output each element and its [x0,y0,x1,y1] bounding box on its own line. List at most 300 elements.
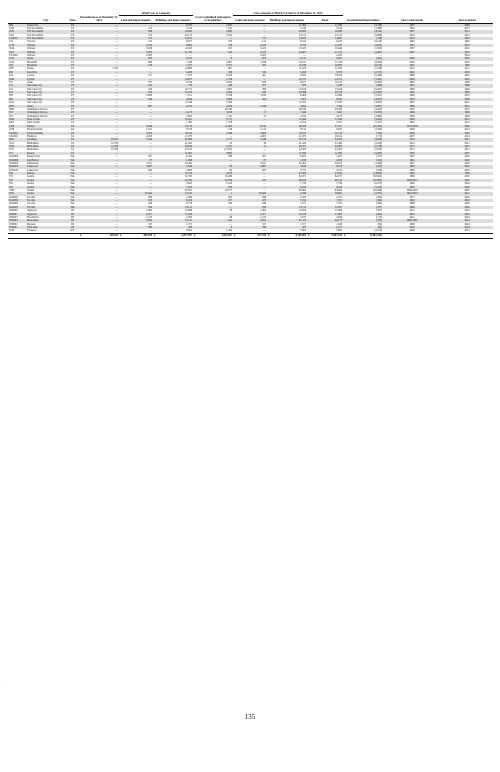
gross-buildings-cell: 7,872 [267,98,307,101]
costs-capitalized-cell: 2,448 [193,132,233,135]
city-cell: Wylie [26,57,66,60]
buildings-cell: 4,044 [153,98,193,101]
property-id: 2864 [9,107,15,111]
costs-capitalized-cell: — [193,37,233,40]
buildings-cell: 7,073 [186,74,193,78]
land-cell: — [119,23,153,27]
gross-buildings-cell: 10,211 [298,60,307,64]
state-cell: WA [70,188,75,192]
land-cell: — [149,229,152,233]
year-acquired-cell: 2021 [441,145,493,148]
year-acquired-cell: 1999 [441,172,493,175]
year-acquired-cell: 2020 [464,168,470,172]
land-cell: 3,474 [119,132,153,135]
state-cell: UT [70,107,75,111]
state-cell: UT [66,84,79,87]
gross-buildings-cell: 11,844 [267,118,307,121]
land-cell: 400 [148,168,152,172]
year-constructed-cell: 1978 [383,98,441,101]
encumbrances-cell: — [79,51,119,54]
encumbrances-cell: — [79,91,119,94]
encumbrances-cell: — [115,229,118,233]
state-cell: UT [66,91,79,94]
gross-land-cell: 1,236 [233,105,267,108]
gross-land-cell: 1,103 [260,215,267,219]
costs-capitalized-cell: 23 [193,165,233,168]
costs-capitalized-cell: 90 [229,168,233,172]
state-cell: TX [70,40,75,44]
property-id: 5024 [9,47,15,51]
costs-capitalized-cell: 368 [228,155,233,159]
gross-buildings-cell: 23,907 [267,51,307,54]
costs-capitalized-cell: 2,338 [226,94,233,98]
gross-buildings-cell: 1,836 [267,159,307,162]
accumulated-depreciation-cell: (787) [343,206,383,209]
state-cell: VA [66,152,79,155]
costs-capitalized-cell: (147) [193,145,233,148]
land-cell: 598 [119,226,153,229]
year-acquired-cell: 2000 [441,186,493,189]
costs-capitalized-cell: 30,268 [224,175,233,179]
state-cell: WY [70,229,75,233]
gross-buildings-cell: 9,617 [300,80,307,84]
city-cell: Webster [26,44,66,47]
city-cell: Brookfield [27,215,39,219]
state-cell: WI [70,222,75,226]
state-cell: WA [70,155,75,159]
land-cell: — [149,182,152,186]
land-cell: 1,101 [146,128,152,132]
accumulated-depreciation-cell: (4,542) [343,30,383,33]
property-id: 2550 [9,26,15,30]
year-acquired-cell: 2006 [441,125,493,128]
state-cell: WI [66,226,79,229]
year-acquired-cell: 2024 [441,226,493,229]
year-acquired-cell: 2024 [464,222,470,226]
land-cell: 397 [148,155,152,159]
total-cell: 9,827 [336,128,343,132]
state-cell: VA [70,148,75,152]
accumulated-depreciation-cell: (16,253) [343,125,383,128]
buildings-cell: 10,772 [184,87,193,91]
city-cell: Midlothian [26,145,66,148]
city-cell: Salt Lake City [26,84,66,87]
gross-buildings-cell: 4,339 [267,192,307,195]
gross-land-cell: 39 [263,141,267,145]
gross-land-cell: — [263,67,267,71]
gross-land-cell: 509 [233,98,267,101]
year-constructed-cell: 1996/2003 [383,219,441,222]
year-acquired-cell: 2010 [441,78,493,81]
total-cell: 11,842 [307,152,343,155]
gross-buildings-cell: 5,043 [267,71,307,74]
state-cell: WA [66,179,79,182]
gross-buildings-cell: 13,220 [298,47,307,51]
land-cell: 190 [119,84,153,87]
total-gross-buildings: $ 8,190,005 [268,234,307,238]
accumulated-depreciation-cell: (1,593) [374,47,383,51]
page-number: 135 [244,713,256,721]
year-acquired-cell: 2012 [464,101,470,105]
gross-buildings-cell: 15,618 [298,87,307,91]
property-id: 353 [8,111,26,114]
accumulated-depreciation-cell: (2,536) [374,67,383,71]
city-cell: Fredericksburg [26,132,66,135]
accumulated-depreciation-cell: (5,902) [343,152,383,155]
accumulated-depreciation-cell: (6,120) [374,40,383,44]
city-cell: Tacoma [27,202,36,206]
land-cell: — [149,188,152,192]
buildings-cell: 7,293 [153,186,193,189]
year-constructed-cell: 1991 [383,64,441,67]
year-constructed-cell: 1999 [409,87,415,91]
accumulated-depreciation-cell: (587) [376,209,383,213]
state-cell: TX [70,47,75,51]
gross-land-cell: 715 [233,37,267,40]
year-acquired-cell: 2012 [464,67,470,71]
property-id: 782 [8,179,26,182]
costs-capitalized-cell: 9 [193,226,233,229]
encumbrances-cell: — [79,84,119,87]
state-header: State [66,16,79,24]
city-cell: Webster [27,53,36,57]
property-id: WA0001 [9,195,19,199]
buildings-cell: 21,442 [184,141,193,145]
state-cell: WA [66,199,79,202]
year-acquired-cell: 2013 [441,44,493,47]
year-acquired-cell: 2002 [464,175,470,179]
accumulated-depreciation-cell: (5,223) [343,186,383,189]
state-cell: UT [70,94,75,98]
accumulated-depreciation-cell: (496) [343,84,383,87]
costs-capitalized-cell: 28,343 [224,107,233,111]
state-cell: UT [66,78,79,81]
encumbrances-cell: — [79,111,119,114]
year-constructed-cell: 1961/2013 [383,192,441,195]
year-acquired-cell: 2024 [464,215,470,219]
gross-land-cell: 440 [262,202,267,206]
gross-buildings-cell: 5,630 [267,165,307,168]
city-cell: Appleton [27,209,37,213]
gross-land-cell: 1,039 [260,60,267,64]
total-cell: 1,918 [336,222,343,226]
year-acquired-cell: 2022 [464,47,470,51]
gross-buildings-cell: 4,258 [300,114,307,118]
state-cell: TX [70,33,75,37]
total-cell: 37,101 [307,125,343,128]
state-cell: WA [70,182,75,186]
gross-buildings-cell: 7,192 [267,199,307,202]
state-cell: TX [66,44,79,47]
costs-capitalized-cell: 1,378 [226,121,233,125]
year-constructed-cell: 2000 [383,132,441,135]
total-cell: 63,604 [334,188,343,192]
city-cell: Kaysville [26,71,66,74]
gross-land-cell: 289 [262,195,267,199]
encumbrances-cell: — [79,57,119,60]
state-cell: UT [70,74,75,78]
gross-buildings-cell: 63,664 [298,188,307,192]
property-id: 153 [8,91,26,94]
encumbrances-cell: — [115,188,118,192]
buildings-cell: 15,108 [153,213,193,216]
year-constructed-header: Year Constructed⁴ [383,16,441,24]
city-cell: Lakewood [27,168,38,172]
costs-capitalized-cell: 165 [193,51,233,54]
year-constructed-cell: 2002 [383,226,441,229]
gross-buildings-cell: 3,437 [300,215,307,219]
buildings-cell: 45,827 [184,188,193,192]
gross-land-cell: — [233,186,267,189]
state-cell: UT [70,80,75,84]
costs-capitalized-cell: 1,746 [193,78,233,81]
encumbrances-cell: — [115,202,118,206]
year-acquired-cell: 2000 [441,98,493,101]
year-constructed-cell: 2009 [383,57,441,60]
property-id: WI0007 [8,213,26,216]
city-cell: Hampton [27,134,37,138]
totals-row [8,233,493,238]
city-cell: Salt Lake City [26,98,66,101]
buildings-cell: 1,836 [153,159,193,162]
year-acquired-cell: 2002 [441,179,493,182]
gross-land-cell: 3,052 [233,219,267,222]
total-cell: 15,297 [307,206,343,209]
costs-capitalized-cell: 325 [228,47,233,51]
land-cell: 8,396 [119,125,153,128]
buildings-cell: 7,161 [186,94,193,98]
gross-buildings-cell: 2,761 [300,121,307,125]
gross-buildings-cell: 13,111 [267,206,307,209]
gross-buildings-cell: 28,343 [298,107,307,111]
property-id: 3022 [8,192,26,195]
land-cell: — [119,145,153,148]
state-cell: WI [70,209,75,213]
encumbrances-cell: — [115,40,118,44]
total-cell: 11,232 [335,60,343,64]
buildings-cell: 3,513 [153,105,193,108]
gross-amount-header: Gross Amount at Which Carried As of December 31, 2024 [233,12,343,16]
encumbrances-cell: — [115,128,118,132]
costs-capitalized-cell: (374) [226,33,233,37]
year-constructed-cell: 1991 [383,159,441,162]
buildings-header: Buildings and improvements¹ [153,16,193,24]
total-cell: 1,377 [307,226,343,229]
costs-capitalized-cell: 2,807 [226,60,233,64]
property-id: 2238 [9,128,15,132]
year-constructed-cell: 2010 [383,138,441,141]
accumulated-depreciation-cell: (713) [376,134,383,138]
buildings-cell: 8,570 [186,128,193,132]
total-cell: 23,394 [307,172,343,175]
gross-buildings-cell: 5,143 [300,26,307,30]
land-cell: — [119,152,153,155]
year-constructed-cell: 2007 [409,134,415,138]
total-cell: 15,908 [334,209,343,213]
gross-land-cell: 359 [233,64,267,67]
land-cell: 337 [148,80,152,84]
year-constructed-cell: 1999 [409,182,415,186]
land-cell: 87 [119,159,153,162]
gross-buildings-cell: 13,972 [267,37,307,40]
year-acquired-cell: 2024 [464,209,470,213]
total-cell: 20,463 [307,145,343,148]
year-constructed-cell: 2013 [383,145,441,148]
land-cell: — [149,175,152,179]
year-acquired-cell: 2024 [464,53,470,57]
city-cell: Seattle [26,186,66,189]
total-cell: 29,073 [334,161,343,165]
land-cell: 3,204 [119,51,153,54]
costs-capitalized-cell: 158 [228,128,233,132]
total-cell: 1,248 [307,84,343,87]
year-constructed-cell: 2000 [383,118,441,121]
accumulated-depreciation-cell: (5,361) [343,78,383,81]
year-constructed-cell: 1984 [409,26,415,30]
buildings-cell: 1,383 [186,121,193,125]
encumbrances-cell: — [79,37,119,40]
gross-land-cell: 400 [262,168,267,172]
buildings-cell: 11,970 [184,134,193,138]
city-cell: Washington Terrace [26,111,66,114]
gross-buildings-cell: 21,445 [298,141,307,145]
encumbrances-cell: — [115,168,118,172]
land-cell: 479 [119,199,153,202]
accumulated-depreciation-cell: (393) [376,202,383,206]
land-cell: 289 [148,195,152,199]
property-id: 5025 [8,51,26,54]
gross-buildings-cell: 25,462 [298,161,307,165]
encumbrances-cell: 18,351 [79,138,119,141]
city-cell: Renton [26,172,66,175]
gross-buildings-cell: 22,500 [298,148,307,152]
costs-capitalized-cell: 8 [193,57,233,60]
costs-capitalized-cell: 2,067 [193,23,233,27]
gross-buildings-cell: 5,805 [300,229,307,233]
city-cell: Tacoma [26,206,66,209]
buildings-cell: — [189,107,193,111]
property-id: 424 [9,74,13,78]
land-cell: — [119,71,153,74]
costs-capitalized-cell: 2,918 [226,74,233,78]
encumbrances-cell: 12,458 [79,145,119,148]
total-gross-land: $ 877,109 [234,234,267,238]
gross-buildings-cell: 9,312 [300,40,307,44]
state-cell: WI [66,213,79,216]
city-cell: Midlothian [27,141,39,145]
costs-capitalized-cell: 3,828 [193,98,233,101]
total-cell: 16,442 [334,47,343,51]
encumbrances-cell: — [115,114,118,118]
gross-land-cell: 3,349 [233,138,267,141]
property-id: 152 [9,87,13,91]
year-acquired-cell: 2019 [464,107,470,111]
year-constructed-cell: 2007 [409,101,415,105]
costs-capitalized-cell: 933 [193,186,233,189]
total-cell: 13,335 [334,101,343,105]
gross-land-cell: — [233,172,267,175]
total-cell: 2,265 [336,53,343,57]
buildings-cell: 6,919 [153,199,193,202]
state-cell: VA [66,138,79,141]
year-acquired-cell: 2020 [464,161,470,165]
gross-buildings-cell: 18,431 [267,132,307,135]
encumbrances-cell: — [79,159,119,162]
costs-capitalized-cell: (298) [193,30,233,33]
accumulated-depreciation-cell: (2,200) [374,141,383,145]
gross-buildings-cell: 11,842 [267,152,307,155]
property-id: 2139 [8,44,26,47]
year-acquired-cell: 2020 [464,155,470,159]
property-id: 599 [8,23,26,27]
encumbrances-cell: — [115,182,118,186]
costs-capitalized-cell: 4,670 [193,172,233,175]
year-constructed-cell: 1991 [383,199,441,202]
year-acquired-cell: 2020 [441,165,493,168]
year-acquired-cell: 2020 [441,206,493,209]
costs-capitalized-cell: 4,642 [226,80,233,84]
property-id: 3011 [9,141,15,145]
gross-land-cell: 3,223 [233,51,267,54]
gross-buildings-cell: 8,226 [267,186,307,189]
land-cell: — [119,118,153,121]
encumbrances-cell: — [115,222,118,226]
state-cell: UT [66,98,79,101]
encumbrances-cell: — [115,60,118,64]
gross-buildings-cell: 11,970 [298,134,307,138]
total-cell: 12,499 [334,94,343,98]
costs-capitalized-cell: — [229,134,233,138]
encumbrances-cell: — [79,64,119,67]
accumulated-depreciation-cell: (357) [376,155,383,159]
state-cell: UT [70,101,75,105]
gross-buildings-cell: 7,107 [300,202,307,206]
city-cell: Mequon [27,222,36,226]
gross-buildings-cell: 9,953 [300,74,307,78]
land-cell: — [149,148,152,152]
year-acquired-cell: 1990 [441,64,493,67]
encumbrances-cell: — [79,105,119,108]
year-constructed-cell: 2001 [383,37,441,40]
city-cell: West Allis [26,226,66,229]
buildings-cell: 6,352 [186,155,193,159]
costs-capitalized-cell: 5,377 [193,64,233,67]
land-cell: 2,220 [119,44,153,47]
total-cell: 2,761 [336,121,343,125]
accumulated-depreciation-cell: (1,490) [374,161,383,165]
gross-buildings-cell: 13,976 [298,209,307,213]
year-acquired-cell: 2024 [464,134,470,138]
accumulated-depreciation-cell: (2,575) [343,71,383,74]
property-id: WA0010 [9,168,19,172]
buildings-cell: 10,800 [184,67,193,71]
city-cell: West Jordan [27,121,40,125]
gross-buildings-cell: 297 [267,226,307,229]
accumulated-depreciation-cell: (3,933) [374,101,383,105]
gross-buildings-cell: 13,335 [298,101,307,105]
gross-buildings-cell: 9,460 [300,94,307,98]
total-cell: 8,226 [307,186,343,189]
land-cell: 3,611 [146,161,152,165]
state-cell: WA [66,159,79,162]
property-id: 785 [8,186,26,189]
year-acquired-cell: 2021 [464,148,470,152]
gross-land-cell: 309 [262,87,267,91]
encumbrances-cell: — [79,78,119,81]
accumulated-depreciation-cell: (4,184) [374,107,383,111]
gross-buildings-cell: 5,944 [267,105,307,108]
encumbrances-cell: — [79,71,119,74]
